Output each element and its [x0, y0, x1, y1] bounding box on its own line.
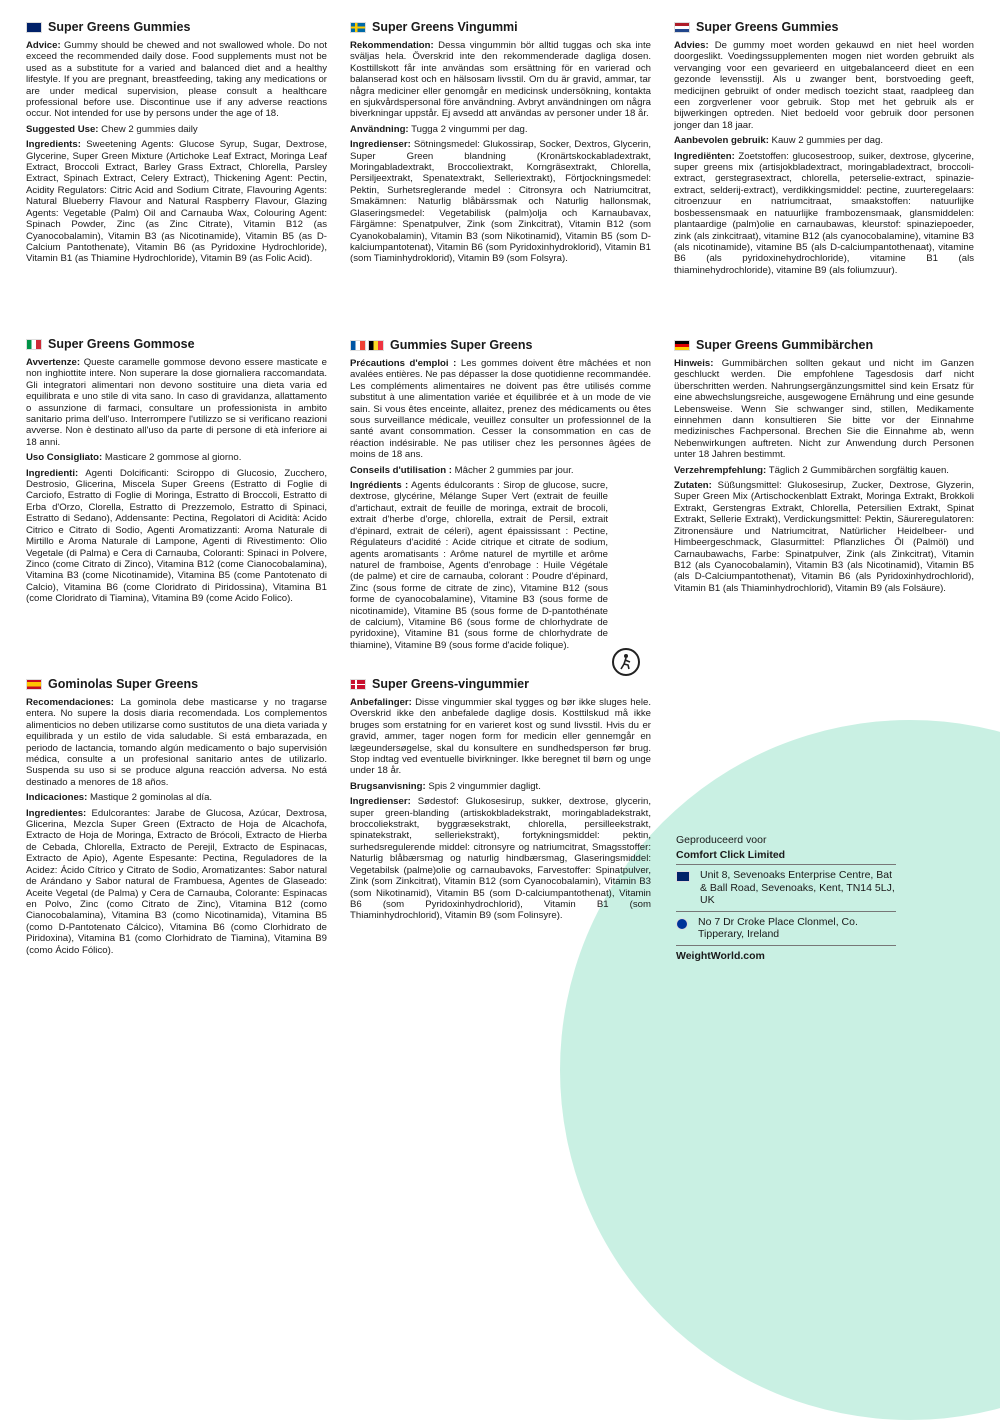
flag-es-icon [26, 679, 42, 690]
section-it: Super Greens Gommose Avvertenze: Queste caramelle gommose devono essere masticate e non inghiottite intere. Non superare la dose giornaliera raccomandata. Gli integratori alimentari non devono sostituire una dieta varia ed equilibrata e uno stile di vita sano. In caso di gravidanza, allattamento o assunzione di farmaci, consultare un professionista in ambito sanitario prima dell'uso. Interrompere l'utilizzo se si verificano reazioni avverse. Non è destinato all'uso da parte di persone di età inferiore ai 18 anni. Uso Consigliato: Masticare 2 gommose al giorno. Ingredienti: Agenti Dolcificanti: Sciroppo di Glucosio, Zucchero, Destrosio, Glicerina, Miscela Super Greens (Estratto di Foglie di Carciofo, Estratto di Foglie di Moringa, Estratto di Broccoli, Estratto di Erba d'Orzo, Clorella, Estratto di Prezzemolo, Estratto di Spinaci, Estratto di Sedano), Addensante: Pectina, Regolatori di Acidità: Acido Citrico e Citrato di Sodio, Agenti Aromatizzanti: Aroma Naturale di Mirtillo e Aroma Naturale di Lampone, Agenti di Rivestimento: Olio Vegetale (di Palma) e Cera di Carnauba, Coloranti: Spinaci in Polvere, Zinco (come Citrato di Zinco), Vitamina B12 (come Cianocobalamina), Vitamina B3 (come Nicotinamide), Vitamina B5 (come Pantotenato di Calcio), Vitamina B6 (come Cloridrato di Piridossina), Vitamina B1 (come Cloridrato di Tiamina), Vitamina B9 (come Acido Folico). [26, 337, 327, 605]
flag-de-icon [674, 340, 690, 351]
section-title: Super Greens-vingummier [372, 677, 529, 691]
flag-dk-icon [350, 679, 366, 690]
address-ie: No 7 Dr Croke Place Clonmel, Co. Tipperary, Ireland [676, 912, 896, 946]
section-en: Super Greens Gummies Advice: Gummy should be chewed and not swallowed whole. Do not exceed the recommended daily dose. Food supplements must not be used as a substitute for a varied and balanced diet and a healthy lifestyle. If you are pregnant, breastfeeding, taking any medications or are under medical supervision, please consult a healthcare professional before use. Discontinue use if any adverse reactions occur. Not intended for use by persons under the age of 18. Suggested Use: Chew 2 gummies daily Ingredients: Sweetening Agents: Glucose Syrup, Sugar, Dextrose, Glycerine, Super Green Mixture (Artichoke Leaf Extract, Moringa Leaf Extract, Broccoli Extract, Barley Grass Extract, Chlorella, Parsley Extract, Spinach Extract, Celery Extract), Thickening Agent: Pectin, Acidity Regulators: Citric Acid and Sodium Citrate, Flavouring Agents: Natural Blueberry Flavour and Natural Raspberry Flavour, Glazing Agents: Vegetable (Palm) Oil and Carnauba Wax, Colouring Agent: Spinach Powder, Zinc (as Zinc Citrate), Vitamin B12 (as Cyanocobalamin), Vitamin B3 (as Nicotinamide), Vitamin B5 (as D-Calcium Pantothenate), Vitamin B6 (as Pyridoxine Hydrochloride), Vitamin B1 (as Thiamine Hydrochloride), Vitamin B9 (as Folic Acid). [26, 20, 327, 265]
flag-uk-icon [676, 871, 690, 882]
tidyman-glyph-icon [617, 653, 635, 671]
section-fr: Gummies Super Greens Précautions d'emploi : Les gommes doivent être mâchées et non avalées entières. Ne pas dépasser la dose quotidienne recommandée. Les compléments alimentaires ne doivent pas être utilisés comme substitut à une alimentation variée et équilibrée et à un mode de vie sain. Si vous êtes enceinte, allaitez, prenez des médicaments ou êtes sous surveillance médicale, veuillez consulter un professionnel de la santé avant consommation. Cesser la consommation en cas de réaction indésirable. Ne pas utiliser chez les personnes âgées de moins de 18 ans. Conseils d'utilisation : Mâcher 2 gummies par jour. Ingrédients : Agents édulcorants : Sirop de glucose, sucre, dextrose, glycérine, Mélange Super Vert (extrait de feuille d'artichaut, extrait de feuille de moringa, extrait de brocoli, extrait d'herbe d'orge, chlorella, extrait de Persil, extrait d'épinard, extrait de céleri), agent épaississant : Pectine, Régulateurs d'acidité : Acide citrique et citrate de sodium, agents aromatisants : Arôme naturel de myrtille et arôme naturel de framboise, Agents d'enrobage : Huile Végétale (de palme) et cire de carnauba, colorant : Poudre d'épinard, Zinc (sous forme de citrate de zinc), Vitamine B12 (sous forme de cyanocobalamine), Vitamine B3 (sous forme de nicotinamide), Vitamine B5 (sous forme de D-pantothénate de calcium), Vitamine B6 (sous forme de chlorhydrate de pyridoxine), Vitamine B1 (sous forme de chlorhydrate de thiamine), Vitamine B9 (sous forme d'acide folique). [350, 338, 651, 651]
section-nl: Super Greens Gummies Advies: De gummy moet worden gekauwd en niet heel worden doorgeslikt. Voedingssupplementen mogen niet worden gebruikt als vervanging voor een gevarieerd en uitgebalanceerd dieet en een gezonde levensstijl. Als u zwanger bent, borstvoeding geeft, medicijnen gebruikt of onder medisch toezicht staat, raadpleeg dan een zorgverlener voor gebruik. Stop met het gebruik als er bijwerkingen optreden. Niet bedoeld voor gebruik door personen jonger dan 18 jaar. Aanbevolen gebruik: Kauw 2 gummies per dag. Ingrediënten: Zoetstoffen: glucosestroop, suiker, dextrose, glycerine, super greens mix (artisjokbladextract, moringabladextract, broccoli-extract, gerstegrasextract, chlorella, peterselie-extract, spinazie-extract, selderij-extract), verdikkingsmiddel: pectine, zuurteregelaars: citroenzuur en natriumcitraat, smaakstoffen: natuurlijke bosbessensmaak en natuurlijke frambozensmaak, glansmiddelen: plantaardige (palm)olie en carnaubawas, kleurstof: spinaziepoeder, zink (als zinkcitraat), vitamine B12 (als cyanocobalamine), vitamine B3 (als nicotinamide), vitamine B5 (als D-calciumpantothenaat), vitamine B6 (als pyridoxinehydrochloride), vitamine B1 (als thiaminehydrochloride), vitamine B9 (als foliumzuur). [674, 20, 974, 276]
section-title: Super Greens Gummibärchen [696, 338, 874, 352]
flag-nl-icon [674, 22, 690, 33]
section-title: Super Greens Gummies [48, 20, 191, 34]
flag-se-icon [350, 22, 366, 33]
section-title: Super Greens Vingummi [372, 20, 518, 34]
producer-block [676, 834, 896, 962]
section-da: Super Greens-vingummier Anbefalinger: Disse vingummier skal tygges og bør ikke sluges hele. Overskrid ikke den anbefalede daglige dosis. Kosttilskud må ikke bruges som erstatning for en varieret kost og sund livsstil. Hvis du er gravid, ammer, tager nogen form for medicin eller gennemgår en lægeundersøgelse, skal du konsultere en sundhedsperson før brug. Stop indtag ved eventuelle bivirkninger. Ikke beregnet til børn og unge under 18 år. Brugsanvisning: Spis 2 vingummier dagligt. Ingredienser: Sødestof: Glukosesirup, sukker, dextrose, glycerin, super green-blanding (artiskokbladekstrakt, moringabladekstrakt, broccoliekstrakt, byggræsekstrakt, chlorella, persilleekstrakt, spinatekstrakt, selleriekstrakt), fortykningsmiddel: pektin, surhedsregulerende middel: citronsyre og natriumcitrat, Smagsstoffer: Naturlig blåbærsmag og naturlig hindbærsmag, Glaseringsmiddel: Vegetabilsk (palme)olie og carnaubavoks, Farvestoffer: Spinatpulver, Zink (som Zinkcitrat), Vitamin B12 (som Cyanocobalamin), Vitamin B3 (som Nikotinamid), Vitamin B5 (som D-calciumpantothenat), Vitamin B6 (som Pyridoxinhydrochlorid), Vitamin B1 (som Thiaminhydrochlorid), Vitamin B9 (som Folinsyre). [350, 677, 651, 922]
producer-brand: Comfort Click Limited [676, 849, 896, 866]
flag-it-icon [26, 339, 42, 350]
section-title: Gominolas Super Greens [48, 677, 199, 691]
flag-be-icon [368, 340, 384, 351]
section-title: Gummies Super Greens [390, 338, 533, 352]
website-link[interactable]: WeightWorld.com [676, 949, 765, 962]
section-title: Super Greens Gommose [48, 337, 195, 351]
section-title: Super Greens Gummies [696, 20, 839, 34]
producer-label: Geproduceerd voor [676, 834, 767, 846]
flag-eu-icon [676, 918, 688, 930]
section-es: Gominolas Super Greens Recomendaciones: La gominola debe masticarse y no tragarse entera. No supere la dosis diaria recomendada. Los complementos alimenticios no deben utilizarse como sustitutos de una dieta variada y equilibrada y un estilo de vida saludable. Si está embarazada, en periodo de lactancia, tomando algún medicamento o bajo supervisión médica, consulte a un profesional sanitario antes de utilizarlo. Suspenda su uso si se produce alguna reacción adversa. No está destinado a menores de 18 años. Indicaciones: Mastique 2 gominolas al día. Ingredientes: Edulcorantes: Jarabe de Glucosa, Azúcar, Dextrosa, Glicerina, Mezcla Super Green (Extracto de Hoja de Alcachofa, Extracto de Hoja de Moringa, Extracto de Brócoli, Extracto de Hierba de Cebada, Chlorella, Extracto de Perejil, Extracto de Espinacas, Extracto de Apio), Agente Espesante: Pectina, Reguladores de la Acidez: Ácido Cítrico y Citrato de Sodio, Aromatizantes: Sabor natural de Arándano y Sabor natural de Frambuesa, Agentes de Glaseado: Aceite Vegetal (de Palma) y Cera de Carnauba, Colorante: Espinacas en Polvo, Zinc (como Citrato de Zinc), Vitamina B12 (como Cianocobalamina), Vitamina B3 (como Nicotinamida), Vitamina B5 (como D-Pantotenato Cálcico), Vitamina B6 (como Clorhidrato de Piridoxina), Vitamina B1 (como Clorhidrato de Tiamina), Vitamina B9 (como Ácido Fólico). [26, 677, 327, 956]
address-uk: Unit 8, Sevenoaks Enterprise Centre, Bat & Ball Road, Sevenoaks, Kent, TN14 5LJ, UK [676, 865, 896, 912]
flag-fr-icon [350, 340, 366, 351]
section-de: Super Greens Gummibärchen Hinweis: Gummibärchen sollten gekaut und nicht im Ganzen geschluckt werden. Die empfohlene Tagesdosis darf nicht überschritten werden. Nahrungsergänzungsmittel sind kein Ersatz für eine abwechslungsreiche, ausgewogene Ernährung und eine gesunde Lebensweise. Wenn Sie schwanger sind, stillen, Medikamente einnehmen dann konsultieren Sie bitte vor der Einnahme medizinisches Fachpersonal. Brechen Sie die Einnahme ab, wenn Nebenwirkungen auftreten. Nicht zur Anwendung durch Personen unter 18 Jahren bestimmt. Verzehrempfehlung: Täglich 2 Gummibärchen sorgfältig kauen. Zutaten: Süßungsmittel: Glukosesirup, Zucker, Dextrose, Glyzerin, Super Green Mix (Artischockenblatt Extrakt, Moringa Extrakt, Brokkoli Extrakt, Gerstengras Extrakt, Chlorella, Petersilien Extrakt, Spinat Extrakt, Sellerie Extrakt), Verdickungsmittel: Pektin, Säureregulatoren: Zitronensäure und Natriumcitrat, Natürlicher Heidelbeer- und Himbeergeschmack, Glasurmittel: Pflanzliches Öl (Palmöl) und Carnaubawachs, Farbe: Spinatpulver, Zink (als Zinkcitrat), Vitamin B12 (als Cyanocobalamin), Vitamin B3 (als Nicotinamid), Vitamin B5 (als D-Calciumpantothenat), Vitamin B6 (als Pyridoxinhydrochlorid), Vitamin B1 (als Thiaminhydrochlorid), Vitamin B9 (als Folsäure). [674, 338, 974, 594]
tidyman-recycle-icon [612, 648, 640, 676]
flag-uk-icon [26, 22, 42, 33]
section-sv: Super Greens Vingummi Rekommendation: Dessa vingummin bör alltid tuggas och ska inte sväljas hela. Överskrid inte den rekommenderade dagliga dosen. Kosttillskott får inte användas som ersättning för en varierad och balanserad kost och en hälsosam livsstil. Om du är gravid, ammar, tar några mediciner eller genomgår en medicinsk undersökning, kontakta en sjukvårdspersonal före användning. Avbryt användningen om några biverkningar uppstår. Ej avsedd att användas av personer under 18 år. Användning: Tugga 2 vingummi per dag. Ingredienser: Sötningsmedel: Glukossirap, Socker, Dextros, Glycerin, Super Green blandning (Kronärtskockabladextrakt, Moringabladextrakt, Broccoliextrakt, Korngräsextrakt, Chlorella, Persiljeextrakt, Spenatextrakt, Selleriextrakt), Förtjockningsmedel: Pektin, Surhetsreglerande medel : Citronsyra och Natriumcitrat, Smakämnen: Naturlig blåbärssmak och Naturlig hallonsmak, Glaseringsmedel: Vegetabilisk (palm)olja och Karnaubavax, Färgämne: Spenatpulver, Zink (som Zinkcitrat), Vitamin B12 (som Cyanokobalamin), Vitamin B3 (som Nikotinamid), Vitamin B5 (som D-kalciumpantotenat), Vitamin B6 (som Pyridoxinhydroklorid), Vitamin B1 (som Tiaminhydroklorid), Vitamin B9 (som Folsyra). [350, 20, 651, 265]
